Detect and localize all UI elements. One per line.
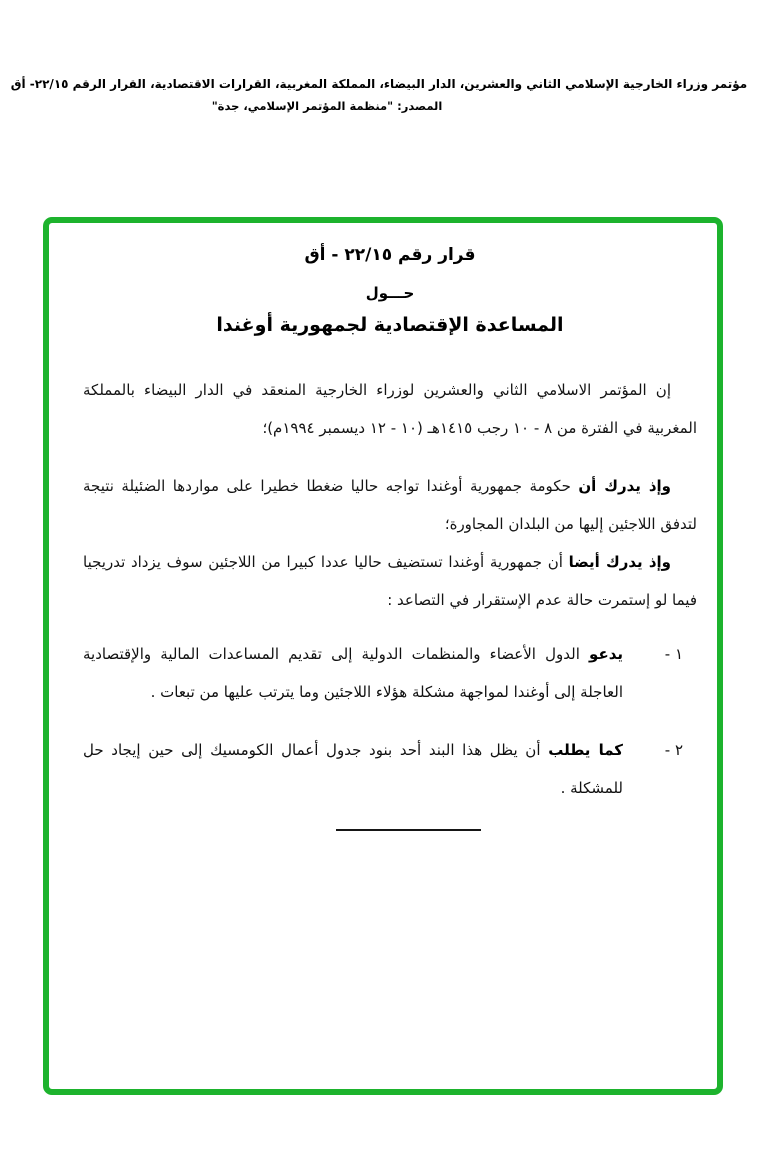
header-citation: مؤتمر وزراء الخارجية الإسلامي الثاني والعشرين، الدار البيضاء، المملكة المغربية، القرارات الاقتصادية، القرار الرقم ٢٢/١٥- أق	[10, 77, 748, 91]
resolution-item-1-paragraph	[83, 635, 623, 711]
resolution-body	[83, 371, 697, 831]
resolution-item-1-number: ١ -	[664, 645, 683, 663]
resolution-item-2-text: أن يظل هذا البند أحد بنود جدول أعمال الكومسيك إلى حين إيجاد حل للمشكلة .	[83, 741, 623, 797]
header-source: المصدر: "منظمة المؤتمر الإسلامي، جدة"	[211, 99, 443, 113]
preamble-paragraph-2-lead: وإذ يدرك أن	[578, 477, 672, 495]
resolution-number: قرار رقم ٢٢/١٥ - أق	[304, 245, 476, 265]
resolution-item-2-paragraph	[83, 731, 623, 807]
resolution-item-2-lead: كما يطلب	[548, 741, 623, 759]
resolution-item-1-text: الدول الأعضاء والمنظمات الدولية إلى تقديم المساعدات المالية والإقتصادية العاجلة إلى أوغندا لمواجهة مشكلة هؤلاء اللاجئين وما يترتب عليها من تبعات .	[83, 645, 623, 701]
preamble-paragraph-3-lead: وإذ يدرك أيضا	[568, 553, 671, 571]
resolution-frame	[43, 217, 723, 1095]
preamble-paragraph-1-text: إن المؤتمر الاسلامي الثاني والعشرين لوزراء الخارجية المنعقد في الدار البيضاء بالمملكة المغربية في الفترة من ٨ - ١٠ رجب ١٤١٥هـ (١٠ - ١٢ ديسمبر ١٩٩٤م)؛	[83, 381, 697, 437]
preamble-paragraph-3-text: أن جمهورية أوغندا تستضيف حاليا عددا كبيرا من اللاجئين سوف يزداد تدريجيا فيما لو إستمرت حالة عدم الإستقرار في التصاعد :	[83, 553, 697, 609]
resolution-item-1	[83, 635, 697, 711]
preamble-paragraph-1	[83, 371, 697, 447]
preamble-paragraph-2-text: حكومة جمهورية أوغندا تواجه حاليا ضغطا خطيرا على مواردها الضئيلة نتيجة لتدفق اللاجئين إليها من البلدان المجاورة؛	[83, 477, 697, 533]
resolution-subject: المساعدة الإقتصادية لجمهورية أوغندا	[216, 314, 564, 336]
resolution-item-1-lead: يدعو	[589, 645, 623, 663]
resolution-about-word: حـــول	[365, 284, 415, 302]
resolution-item-2	[83, 731, 697, 807]
resolution-title-block	[83, 243, 697, 338]
document-header	[0, 74, 758, 116]
preamble-paragraph-2	[83, 467, 697, 543]
resolution-item-2-number: ٢ -	[664, 741, 683, 759]
preamble-paragraph-3	[83, 543, 697, 619]
separator-line	[336, 829, 481, 831]
